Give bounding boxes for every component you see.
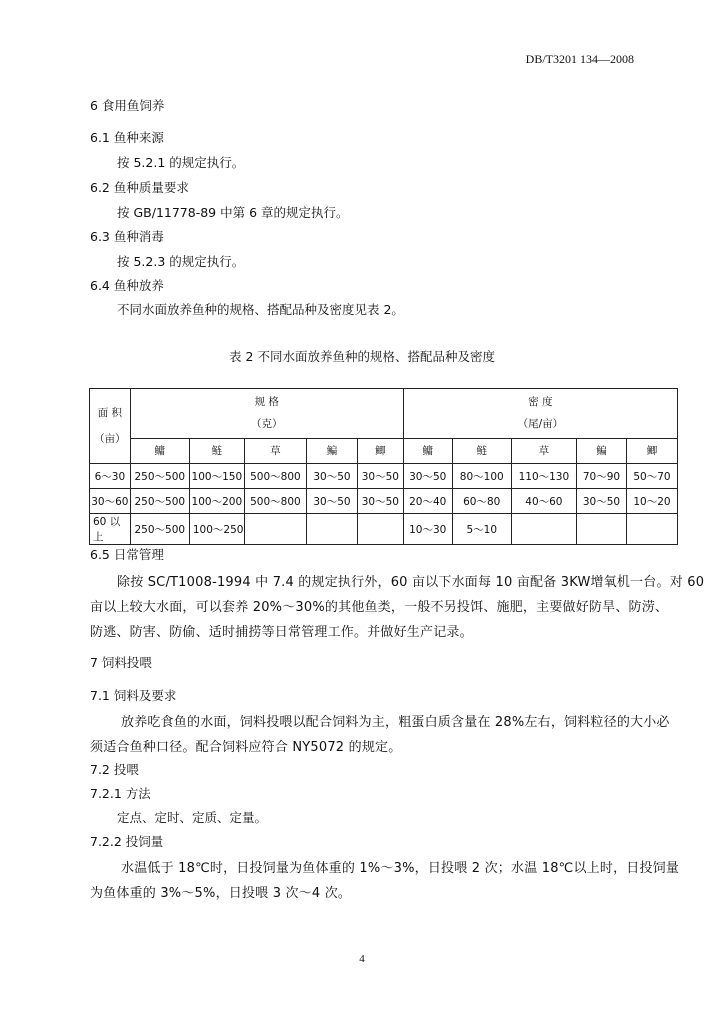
section-6-1-heading: 6.1 鱼种来源 (90, 130, 164, 145)
area-header-cell (90, 389, 131, 464)
section-6-3-heading: 6.3 鱼种消毒 (90, 229, 164, 244)
table-cell: 500～800 (244, 489, 306, 514)
table-cell: 250～500 (130, 514, 189, 545)
density-header-unit: （尾/亩） (517, 418, 564, 431)
table-cell: 60～80 (452, 489, 511, 514)
table-cell (576, 514, 626, 545)
table-cell: 30～50 (357, 489, 403, 514)
section-6-heading: 6 食用鱼饲养 (90, 98, 165, 113)
table-cell: 30～50 (307, 489, 358, 514)
table-row (90, 514, 678, 545)
table-cell (357, 514, 403, 545)
section-7-2-2-heading: 7.2.2 投饲量 (90, 834, 164, 849)
spec-header-unit: （克） (251, 418, 283, 431)
table-cell: 80～100 (452, 464, 511, 489)
table-cell (626, 514, 677, 545)
table-cell: 110～130 (511, 464, 576, 489)
table-row (90, 489, 678, 514)
table-cell: 250～500 (130, 464, 189, 489)
table-cell: 10～20 (626, 489, 677, 514)
section-7-1-heading: 7.1 饲料及要求 (90, 688, 177, 703)
section-7-heading: 7 饲料投喂 (90, 655, 152, 670)
section-6-2-text: 按 GB/11778-89 中第 6 章的规定执行。 (117, 205, 349, 220)
table-cell: 100～250 (189, 514, 244, 545)
species-header-row (90, 438, 678, 463)
section-6-5-heading: 6.5 日常管理 (90, 547, 164, 562)
table-cell: 30～50 (307, 464, 358, 489)
table-cell: 20～40 (403, 489, 452, 514)
table-cell: 40～60 (511, 489, 576, 514)
area-header-label: 面 积 (97, 407, 123, 419)
section-6-1-text: 按 5.2.1 的规定执行。 (117, 155, 245, 170)
section-7-2-1-text: 定点、定时、定质、定量。 (117, 810, 268, 825)
species-cell: 鲢 (452, 438, 511, 463)
area-header-unit: （亩） (94, 433, 126, 445)
section-7-1-paragraph-line: 放养吃食鱼的水面，饲料投喂以配合饲料为主，粗蛋白质含量在 28%左右，饲料粒径的大小必 (121, 715, 670, 730)
table-2 (89, 388, 678, 545)
species-cell: 鲫 (626, 438, 677, 463)
species-cell: 草 (244, 438, 306, 463)
section-7-2-2-paragraph-line: 为鱼体重的 3%～5%，日投喂 3 次～4 次。 (90, 886, 352, 901)
table-cell: 70～90 (576, 464, 626, 489)
table-cell: 10～30 (403, 514, 452, 545)
area-cell: 6～30 (90, 464, 131, 489)
density-header-cell (403, 389, 677, 439)
area-cell: 60 以上 (90, 514, 131, 545)
section-6-5-paragraph-line: 防逃、防害、防偷、适时捕捞等日常管理工作。并做好生产记录。 (90, 625, 473, 640)
table-cell: 30～50 (403, 464, 452, 489)
species-cell: 鳙 (403, 438, 452, 463)
table-2-caption: 表 2 不同水面放养鱼种的规格、搭配品种及密度 (229, 349, 495, 364)
species-cell: 鲢 (189, 438, 244, 463)
section-6-4-text: 不同水面放养鱼种的规格、搭配品种及密度见表 2。 (117, 302, 404, 317)
table-cell: 100～150 (189, 464, 244, 489)
density-header-label: 密 度 (528, 396, 553, 409)
table-row (90, 464, 678, 489)
section-6-3-text: 按 5.2.3 的规定执行。 (117, 254, 245, 269)
table-cell: 30～50 (576, 489, 626, 514)
page-number: 4 (359, 953, 365, 965)
spec-header-cell (130, 389, 403, 439)
table-cell: 250～500 (130, 489, 189, 514)
section-7-2-2-paragraph-line: 水温低于 18℃时，日投饲量为鱼体重的 1%～3%，日投喂 2 次；水温 18℃以上时，日投饲量 (121, 861, 680, 876)
area-cell: 30～60 (90, 489, 131, 514)
table-cell: 5～10 (452, 514, 511, 545)
species-cell: 鳊 (307, 438, 358, 463)
table-cell (307, 514, 358, 545)
species-cell: 鲫 (357, 438, 403, 463)
table-cell (511, 514, 576, 545)
table-cell: 30～50 (357, 464, 403, 489)
section-7-2-heading: 7.2 投喂 (90, 762, 139, 777)
section-6-5-paragraph-line: 亩以上较大水面，可以套养 20%～30%的其他鱼类，一般不另投饵、施肥，主要做好防旱、防涝、 (90, 600, 669, 615)
table-cell: 500～800 (244, 464, 306, 489)
document-code-header: DB/T3201 134—2008 (525, 52, 634, 66)
table-cell: 100～200 (189, 489, 244, 514)
section-7-1-paragraph-line: 须适合鱼种口径。配合饲料应符合 NY5072 的规定。 (90, 740, 402, 755)
section-7-2-1-heading: 7.2.1 方法 (90, 786, 151, 801)
section-6-4-heading: 6.4 鱼种放养 (90, 278, 164, 293)
section-6-5-paragraph-line: 除按 SC/T1008-1994 中 7.4 的规定执行外，60 亩以下水面每 10 亩配备 3KW增氧机一台。对 60 (117, 575, 705, 590)
section-6-2-heading: 6.2 鱼种质量要求 (90, 180, 189, 195)
species-cell: 鳊 (576, 438, 626, 463)
table-cell (244, 514, 306, 545)
spec-header-label: 规 格 (254, 396, 279, 409)
species-cell: 鳙 (130, 438, 189, 463)
species-cell: 草 (511, 438, 576, 463)
table-cell: 50～70 (626, 464, 677, 489)
